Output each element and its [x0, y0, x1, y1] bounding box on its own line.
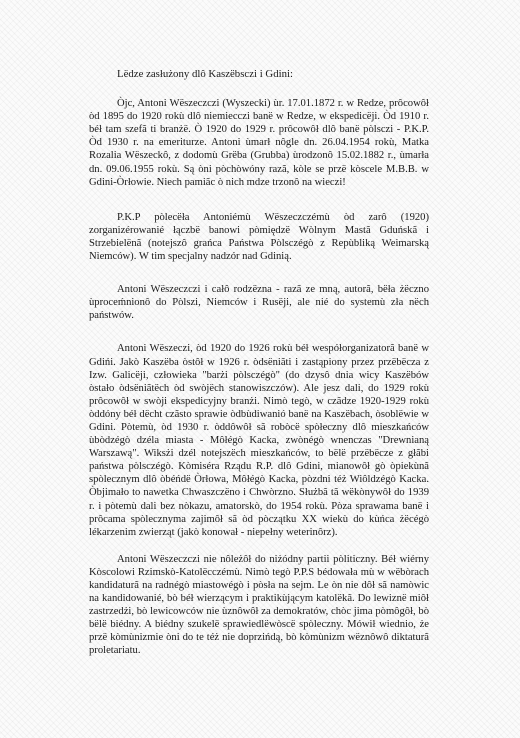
paragraph-politics: Antoni Wëszeczczi nie nôleżôł do niżódny partii pòliticzny. Béł wiérny Kòscolowi Rzimskò-Katolëcczémù. Nimò tegò P.P.S bédowała mù w wëbòrach kandidaturã na radnégò miastowégò i pòsła na sejm. Le òn nie dôł sã namòwic na kandidowanié, bò béł wierzącym i praktikùjącym katolëkã. Do lewiznë miôł zastrzedżi, bò lewicowców nie ùznôwôł za demokratów, chòc jima pòmôgôł, bò bëlë biédny. A biédny szukelë sprawiedlëwòscë spòleczny. Mówił wiednio, że przë kòmùnizmie òni do te téż nie doprzińdą, bò kòmùnizm wëznôwô diktaturã proletariatu. [89, 553, 429, 657]
paragraph-family: Antoni Wëszeczczi i całô rodzëzna - razã ze mną, autorã, bëła żëczno ùproceḿnionô do Pòlszi, Niemców i Rusëji, ale nié do systemù zła nëch państwów. [89, 284, 429, 322]
paragraph-pkp: P.K.P pòlecëła Antoniémù Wëszeczczémù òd zarô (1920) zorganizérowanié łączbë banowi pòmiędzë Wòlnym Mastã Gduńskã i Strzebielënã (notejszô grańca Państwa Pòlsczégò z Repùbliką Weimarską Niemców). W tim specjalny nadzór nad Gdinią. [89, 211, 429, 263]
paragraph-parents: Òjc, Antoni Wëszeczczi (Wyszecki) ùr. 17.01.1872 r. w Redze, prôcowôł òd 1895 do 1920 rokù dlô niemiecczi banë w Redze, w ekspedicëji. Òd 1910 r. béł tam szefã ti branżë. Ò 1920 do 1929 r. prôcowôł dlô banë pòlsczi - P.K.P. Òd 1930 r. na emeriturze. Antoni ùmarł nôgle dn. 26.04.1954 rokù, Matka Rozalia Wëszeckô, z dodomù Grëba (Grubba) ùrodzonô 15.02.1882 r., ùmarła dn. 09.06.1955 rokù. Są òni pòchòwóny razã, kòle se przë kòscele M.B.B. w Gdini-Òrłowie. Niech pamiãc ò nich mdze trzonô na wieczi! [89, 98, 429, 188]
document-body [89, 68, 429, 680]
paragraph-career: Antoni Wëszeczi, òd 1920 do 1926 rokù béł wespółorganizatorã banë w Gdińi. Jakò Kaszëba òstôł w 1926 r. òdsëniãti i zastąpiony przez przëbëcza z Izw. Galicëji, człowieka "barżi pòlsczégò" (do dzysô dnia wicy Kaszëbów òstało òdsëniãtëch òd swòjëch stanowiszczów). Ale jesz dali, do 1929 rokù prôcowôł w swòji ekspedicyjny branżi. Nimò tegò, w czãdze 1920-1929 rokù òddóny béł dëcht czãsto sprawie òdbùdiwanió banë na Kaszëbach, òsoblëwie w Gdini. Pòtemù, òd 1930 r. òddôwôł sã robòcë spòłeczny dlô mieszkańców ùbòdzégò dzéla miasta - Môłégò Kacka, zwònégò wnenczas "Drewnianą Warszawą". Wiksżi dzél notejszëch mieszkańców, to bëlë przëbëcze z głãbi państwa pòlsczégò. Kòmiséra Rządu R.P. dlô Gdini, mianowôł gò òpiekùnã spòlecznym dlô òbéńdë Òrłowa, Môłégò Kacka, pòzdni téż Wiôldzégò Kacka. Òbjimało to nawetka Chwaszczëno i Chwòrzno. Służbã tã wëkònywôł do 1939 r. i pòtemù dali bez nòkazu, amatorskò, do 1954 rokù. Pòza sprawama banë i prôcama spòlecznyma zajimôł sã òd pòczątku XX wiekù do kùńca żëcégò lékarzenim zwierząt (jakò konował - niepełny weterinôrz). [89, 343, 429, 538]
document-heading: Lëdze zasłużony dlô Kaszëbsczi i Gdini: [117, 68, 293, 80]
